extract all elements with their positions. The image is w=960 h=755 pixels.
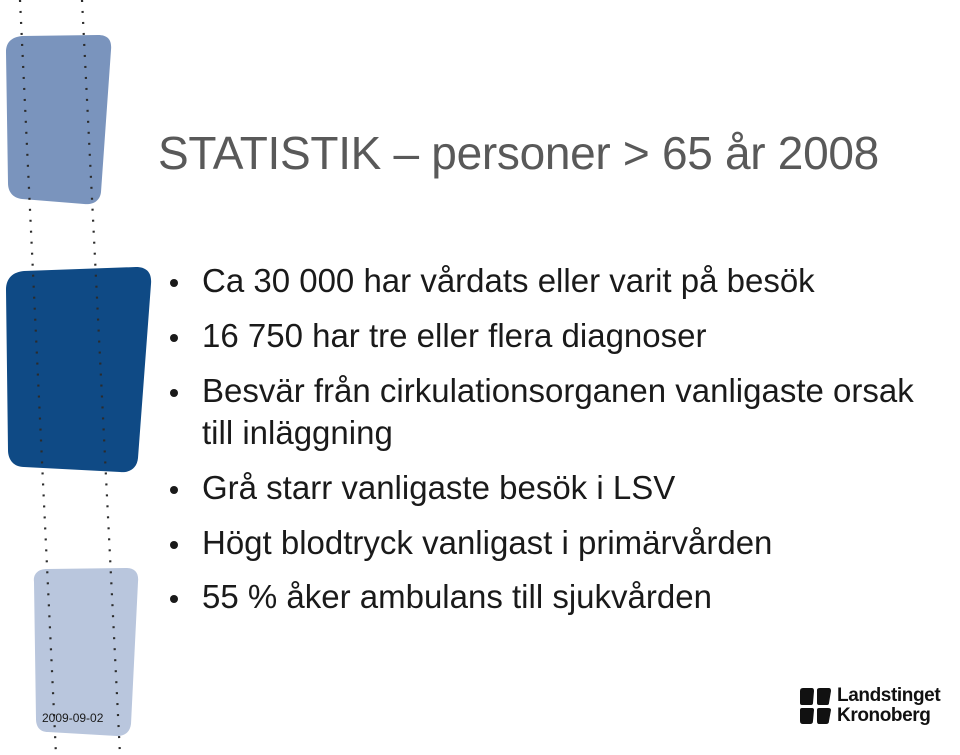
top-shape	[6, 35, 111, 204]
bullet-item	[170, 315, 950, 357]
bullet-dot-icon	[170, 334, 178, 342]
bullet-text: 55 % åker ambulans till sjukvården	[202, 578, 712, 616]
logo-line-2: Kronoberg	[837, 705, 931, 726]
bullet-item	[170, 370, 942, 454]
logo-line-1: Landstinget	[837, 685, 941, 706]
bullet-dot-icon	[170, 595, 178, 603]
logo-mark-icon	[798, 687, 832, 725]
landstinget-kronoberg-logo	[798, 684, 940, 728]
bullet-list	[170, 260, 950, 631]
bullet-dot-icon	[170, 486, 178, 494]
bullet-text: Ca 30 000 har vårdats eller varit på besök	[202, 262, 815, 299]
bullet-item	[170, 522, 950, 564]
bullet-text: Besvär från cirkulationsorganen vanligaste orsak till inläggning	[202, 371, 914, 451]
bullet-text: 16 750 har tre eller flera diagnoser	[202, 316, 707, 354]
bullet-dot-icon	[170, 389, 178, 397]
bullet-dot-icon	[170, 541, 178, 549]
slide-title: STATISTIK – personer > 65 år 2008	[158, 127, 879, 179]
bullet-text: Högt blodtryck vanligast i primärvården	[202, 523, 773, 561]
decorative-shapes	[0, 0, 160, 755]
bullet-item	[170, 467, 950, 509]
middle-shape	[6, 267, 151, 472]
bullet-item	[170, 260, 950, 302]
bullet-item	[170, 576, 950, 618]
bullet-dot-icon	[170, 279, 178, 287]
slide-date: 2009-09-02	[42, 711, 104, 725]
bullet-text: Grå starr vanligaste besök i LSV	[202, 468, 676, 506]
logo-text	[837, 686, 940, 726]
